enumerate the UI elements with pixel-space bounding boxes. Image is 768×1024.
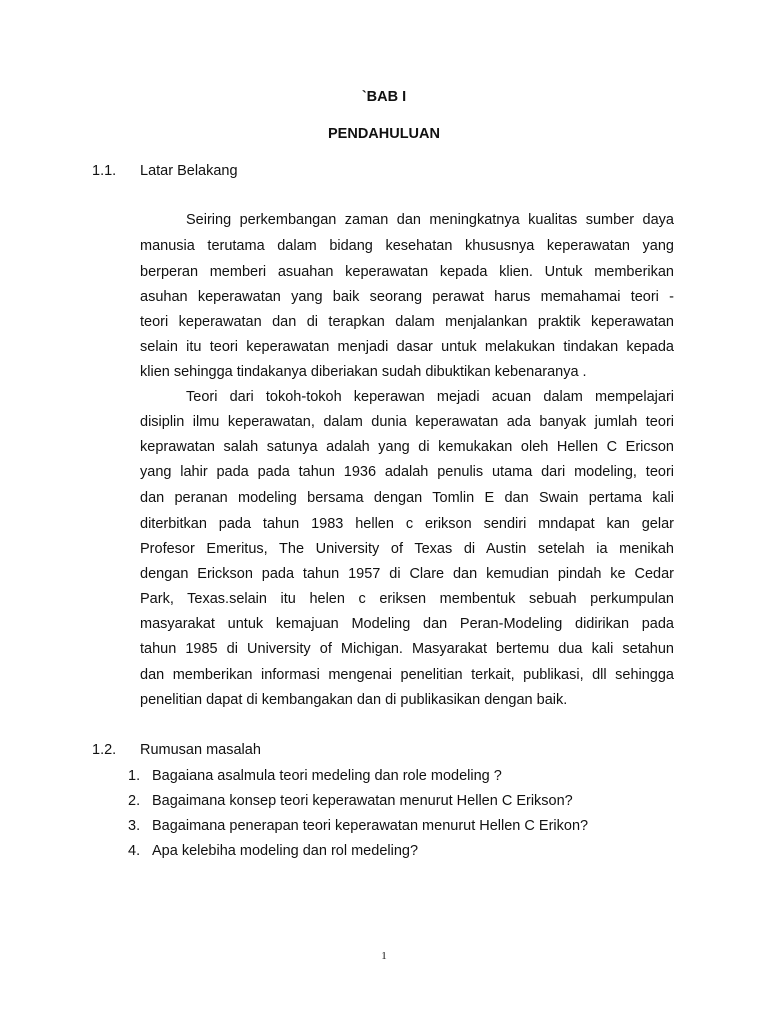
text-line: disiplin ilmu keperawatan, dalam dunia keperawatan ada banyak jumlah teori: [140, 414, 674, 430]
list-number: 2.: [128, 793, 141, 809]
chapter-heading: `BAB I: [361, 89, 407, 105]
text-line: teori keperawatan dan di terapkan dalam menjalankan praktik keperawatan: [140, 314, 674, 330]
text-line: selain itu teori keperawatan menjadi dasar untuk melakukan tindakan kepada: [140, 339, 674, 355]
text-line: manusia terutama dalam bidang kesehatan khususnya keperawatan yang: [140, 238, 674, 254]
text-line: dengan Erickson pada tahun 1957 di Clare dan kemudian pindah ke Cedar: [140, 566, 674, 582]
text-line: dan memberikan informasi mengenai penelitian terkait, publikasi, dll sehingga: [140, 667, 674, 683]
text-line: tahun 1985 di University of Michigan. Masyarakat bertemu dua kali setahun: [140, 641, 674, 657]
text-line: keprawatan salah satunya adalah yang di kemukakan oleh Hellen C Ericson: [140, 439, 674, 455]
text-line: Profesor Emeritus, The University of Texas di Austin setelah ia menikah: [140, 541, 674, 557]
chapter-title: PENDAHULUAN: [328, 126, 440, 142]
text-line: Seiring perkembangan zaman dan meningkatnya kualitas sumber daya: [186, 212, 674, 228]
list-number: 3.: [128, 818, 141, 834]
text-line: masyarakat untuk kemajuan Modeling dan Peran-Modeling didirikan pada: [140, 616, 674, 632]
section-number: 1.2.: [92, 742, 117, 758]
text-line: Teori dari tokoh-tokoh keperawan mejadi acuan dalam mempelajari: [186, 389, 674, 405]
text-line: Park, Texas.selain itu helen c eriksen membentuk sebuah perkumpulan: [140, 591, 674, 607]
text-line: diterbitkan pada tahun 1983 hellen c erikson sendiri mndapat kan gelar: [140, 516, 674, 532]
text-line: berperan memberi asuahan keperawatan kepada klien. Untuk memberikan: [140, 264, 674, 280]
text-line: klien sehingga tindakanya diberiakan sudah dibuktikan kebenaranya .: [140, 364, 587, 380]
list-text: Apa kelebiha modeling dan rol medeling?: [152, 843, 419, 859]
list-text: Bagaimana penerapan teori keperawatan menurut Hellen C Erikon?: [152, 818, 589, 834]
list-number: 4.: [128, 843, 141, 859]
list-text: Bagaiana asalmula teori medeling dan role modeling ?: [152, 768, 502, 784]
text-line: penelitian dapat di kembangakan dan di publikasikan dengan baik.: [140, 692, 568, 708]
section-title: Latar Belakang: [140, 163, 238, 179]
page-number: 1: [381, 950, 387, 962]
section-number: 1.1.: [92, 163, 117, 179]
list-number: 1.: [128, 768, 141, 784]
text-line: dan peranan modeling bersama dengan Tomlin E dan Swain pertama kali: [140, 490, 674, 506]
section-title: Rumusan masalah: [140, 742, 261, 758]
text-line: yang lahir pada pada tahun 1936 adalah penulis utama dari modeling, teori: [140, 464, 674, 480]
text-line: asuhan keperawatan yang baik seorang perawat harus memahamai teori -: [140, 289, 674, 305]
list-text: Bagaimana konsep teori keperawatan menurut Hellen C Erikson?: [152, 793, 573, 809]
